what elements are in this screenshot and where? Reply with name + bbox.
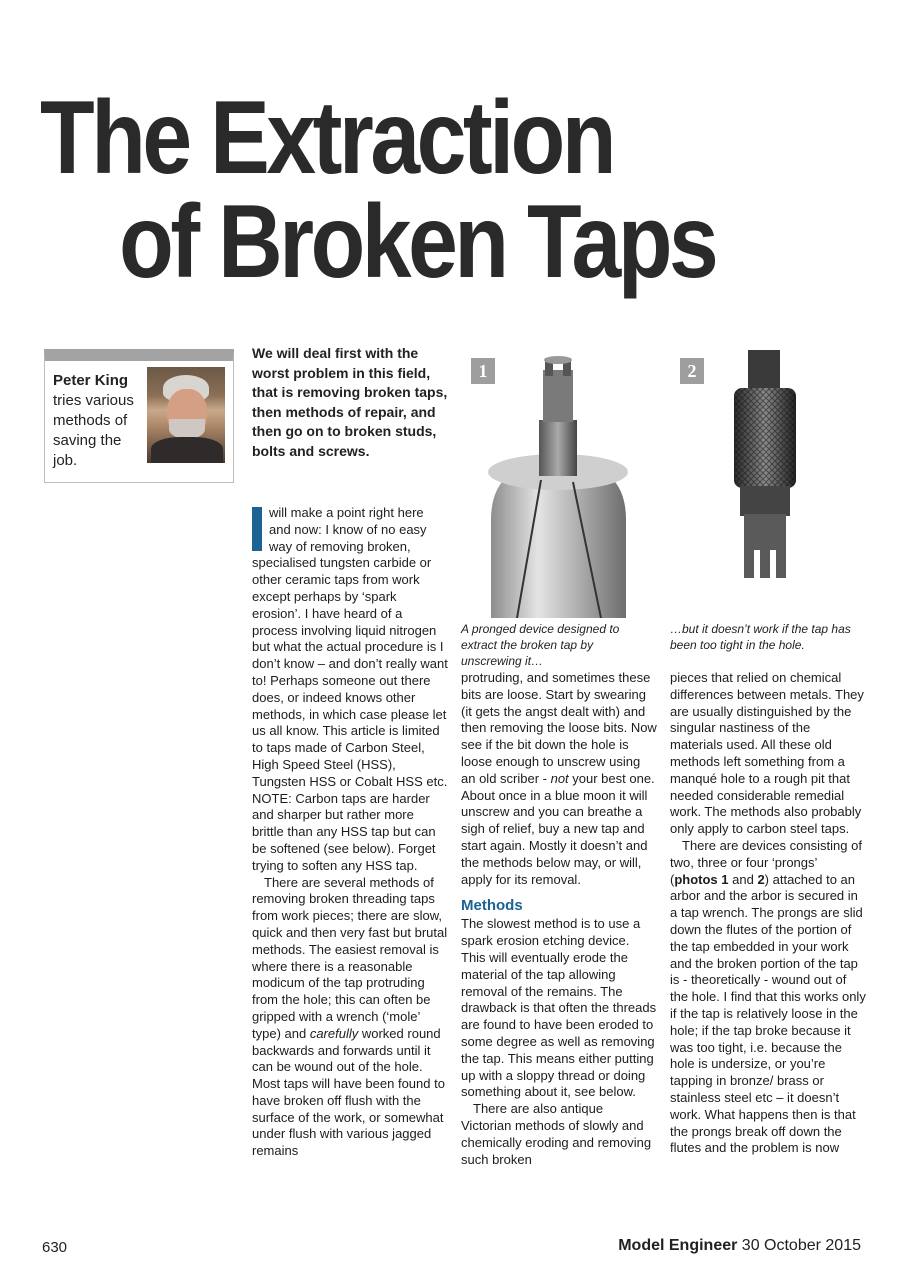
author-name: Peter King [53,372,129,389]
body-paragraph: pieces that relied on chemical differences between metals. They are usually distinguished by the singular nastiness of the materials used. All these old methods left something from a manqué hole to a rough pit that needed considerable remedial work. The methods also probably only apply to carbon steel taps. [670,670,864,837]
body-paragraph: protruding, and sometimes these bits are loose. Start by swearing (it gets the angst dealt with) and then removing the loose bits. Now see if the bit down the hole is loose enough to unscrew using an old scriber - not your best one. About once in a blue moon it will unscrew and you can breathe a sigh of relief, buy a new tap and start again. Mostly it doesn’t and the methods below may, or will, apply for its removal. [461,670,657,887]
photo-number-2: 2 [680,358,704,384]
column-1 [252,505,448,1160]
article-title [40,80,762,300]
body-paragraph: There are several methods of removing broken threading taps from work pieces; there are slow, quick and then very fast but brutal methods. The easiest removal is where there is a reasonable modicum of the tap protruding from the hole; this can often be gripped with a wrench (‘mole’ type) and carefully worked round backwards and forwards until it can be wound out of the hole. Most taps will have been found to have broken off flush with the surface of the work, or somewhat under flush with various jagged remains [252,874,448,1159]
author-photo [147,367,225,463]
photo-caption-2: …but it doesn’t work if the tap has been too tight in the hole. [670,622,851,652]
standfirst: We will deal first with the worst problem in this field, that is removing broken taps, then methods of repair, and then go on to broken studs, bolts and screws. [252,345,448,459]
body-paragraph: There are also antique Victorian methods of slowly and chemically eroding and removing such broken [461,1101,652,1167]
body-paragraph: There are devices consisting of two, three or four ‘prongs’ (photos 1 and 2) attached to an arbor and the arbor is secured in a tap wrench. The prongs are slid down the flutes of the portion of the tap embedded in your work and the broken portion of the tap is - theoretically - wound out of the hole. I find that this works only if the tap is relatively loose in the hole; if the tap broke because it was too tight, i.e. because the hole is undersize, or you’re tapping in bronze/ brass or stainless steel etc – it doesn’t work. What happens then is that the prongs break off down the flutes and the problem is now [670,837,866,1156]
tap-extractor-image [461,350,656,618]
magazine-name: Model Engineer [618,1237,738,1254]
author-text [53,371,143,471]
column-2 [461,670,657,1168]
body-paragraph: The slowest method is to use a spark erosion etching device. This will eventually erode the material of the tap allowing removal of the remains. The drawback is that often the threads are found to have been eroded to some degree as well as removing the tap. This means either putting up with a sloppy thread or doing something about it, see below. [461,916,657,1100]
drop-cap-bar [252,507,262,551]
photo-number-1: 1 [471,358,495,384]
body-paragraph: will make a point right here and now: I know of no easy way of removing broken, specialised tungsten carbide or other ceramic taps from work except perhaps by ‘spark erosion’. I have heard of a process involving liquid nitrogen but what the actual procedure is I don’t know – and don’t really want to! Perhaps someone out there does, or indeed knows other methods, in which case please let us all know. This article is limited to taps made of Carbon Steel, High Speed Steel (HSS), Tungsten HSS or Cobalt HSS etc. NOTE: Carbon taps are harder and sharper but rather more brittle than any HSS tap but can be softened (see below). Forget trying to soften any HSS tap. [252,505,448,873]
title-line-1: The Extraction [40,80,614,196]
magazine-footer [618,1237,861,1255]
issue-date: 30 October 2015 [741,1237,861,1254]
author-box [44,349,234,483]
photo-caption-1: A pronged device designed to extract the broken tap by unscrewing it… [461,622,620,668]
photo-1 [461,350,656,618]
subhead-methods: Methods [461,897,523,915]
page-number: 630 [42,1239,68,1256]
title-line-2: of Broken Taps [119,184,716,300]
photo-2 [670,350,865,618]
author-tagline: tries various methods of saving the job. [53,392,134,469]
broken-prongs-image [670,350,865,618]
column-3 [670,670,866,1157]
